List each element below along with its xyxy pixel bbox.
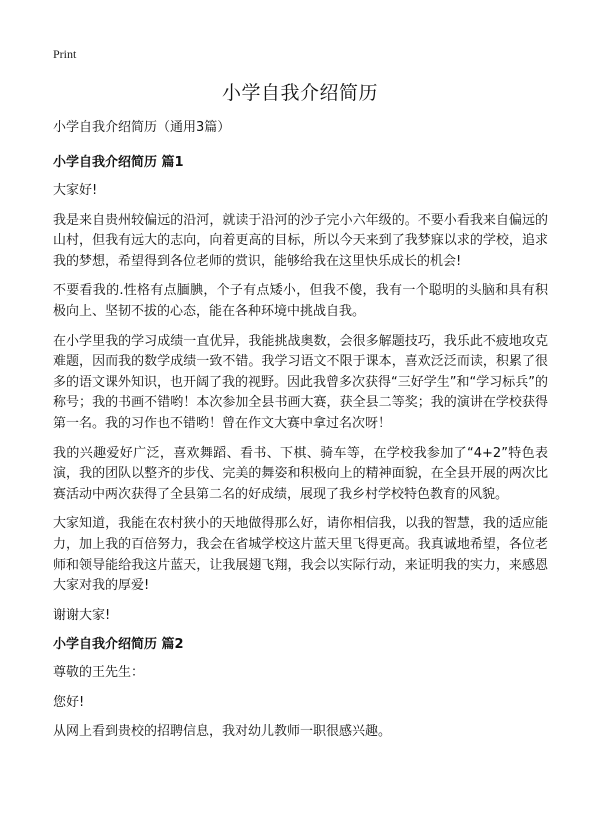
paragraph: 大家好! xyxy=(53,183,98,198)
paragraph: 在小学里我的学习成绩一直优异，我能挑战奥数，会很多解题技巧，我乐此不疲地攻克难题，因而我的数学成绩一致不错。我学习语文不限于课本，喜欢泛泛而读，积累了很多的语文课外知识，也开阔了我的视野。因此我曾多次获得“三好学生”和“学习标兵”的称号；我的书画不错哟！本次参加全县书画大赛，获全县二等奖；我的演讲在学校获得第一名。我的习作也不错哟！曾在作文大赛中拿过名次呀！ xyxy=(53,333,548,431)
section-title: 小学自我介绍简历 篇1 xyxy=(53,155,184,170)
document-body xyxy=(53,118,548,752)
section-1 xyxy=(53,153,548,626)
paragraph: 我的兴趣爱好广泛，喜欢舞蹈、看书、下棋、骑车等，在学校我参加了“4+2”特色表演，我的团队以整齐的步伐、完美的舞姿和积极向上的精神面貌，在全县开展的两次比赛活动中两次获得了全县第二名的好成绩，展现了我乡村学校特色教育的风貌。 xyxy=(53,445,548,502)
paragraph: 从网上看到贵校的招聘信息，我对幼儿教师一职很感兴趣。 xyxy=(53,724,392,740)
paragraph: 我是来自贵州较偏远的沿河，就读于沿河的沙子完小六年级的。不要小看我来自偏远的山村，但我有远大的志向，向着更高的目标，所以今天来到了我梦寐以求的学校，追求我的梦想，希望得到各位老师的赏识，能够给我在这里快乐成长的机会! xyxy=(53,212,548,269)
paragraph: 大家知道，我能在农村狭小的天地做得那么好，请你相信我，以我的智慧，我的适应能力，加上我的百倍努力，我会在省城学校这片蓝天里飞得更高。我真诚地希望，各位老师和领导能给我这片蓝天，让我展翅飞翔，我会以实际行动，来证明我的实力，来感恩大家对我的厚爱! xyxy=(53,516,548,594)
page-title: 小学自我介绍简历 xyxy=(221,82,378,104)
print-link[interactable]: Print xyxy=(53,47,77,61)
paragraph: 您好! xyxy=(53,694,85,710)
paragraph: 不要看我的.性格有点腼腆，个子有点矮小，但我不傻，我有一个聪明的头脑和具有积极向上、坚韧不拔的心态，能在各种环境中挑战自我。 xyxy=(53,283,548,319)
section-title: 小学自我介绍简历 篇2 xyxy=(53,637,184,653)
paragraph: 谢谢大家! xyxy=(53,607,111,623)
document-subtitle: 小学自我介绍简历（通用3篇） xyxy=(53,120,231,135)
section-2 xyxy=(53,635,548,743)
paragraph: 尊敬的王先生： xyxy=(53,665,145,681)
